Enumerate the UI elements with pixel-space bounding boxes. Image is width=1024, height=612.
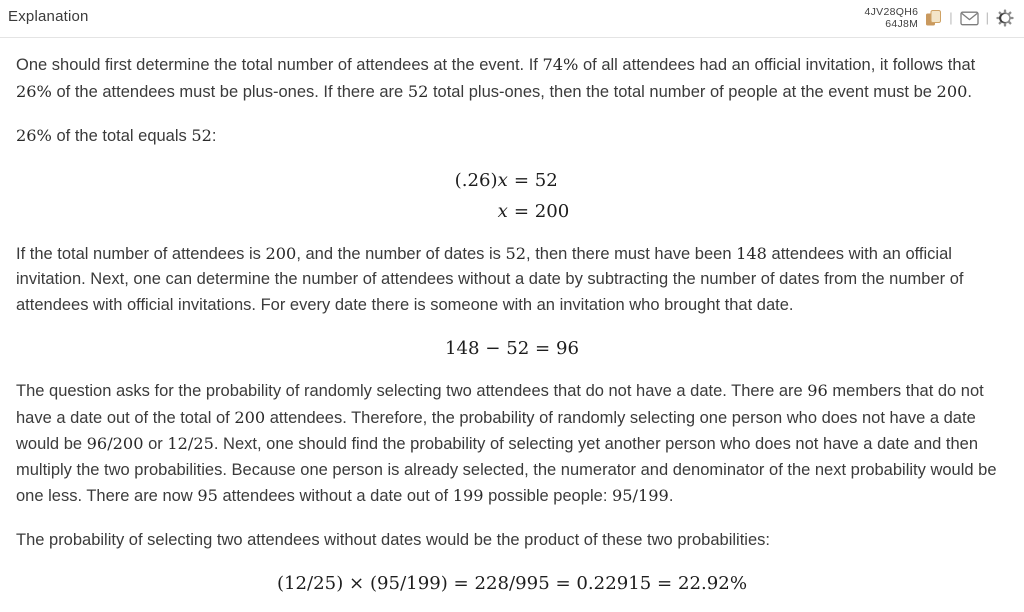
question-id-codes: [864, 6, 918, 30]
paragraph-probability-setup: The question asks for the probability of randomly selecting two attendees that do not have a date. There are 96 members that do not have a date out of the total of 200 attendees. Therefore, the probability of randomly selecting one person who does not have a date would be 96/200 or 12/25. Next, one should find the probability of selecting yet another person who does not have a date and then multiply the two probabilities. Because one person is already selected, the numerator and denominator of the next probability would be one less. There are now 95 attendees without a date out of 199 possible people: 95/199.: [16, 381, 997, 505]
question-id-line1: 4JV28QH6: [864, 6, 919, 18]
equation-solve-x: [16, 168, 1008, 223]
paragraph-equation-intro: 26% of the total equals 52:: [16, 126, 217, 145]
mail-icon[interactable]: [960, 11, 979, 26]
equation-row-rhs: = 52: [513, 169, 558, 191]
paragraph-product-intro: The probability of selecting two attendees without dates would be the product of these two probabilities:: [16, 530, 770, 549]
equation-subtraction: 148 − 52 = 96: [444, 338, 580, 359]
question-id-line2: 64J8M: [885, 18, 919, 30]
paragraph-invitation-count: If the total number of attendees is 200, and the number of dates is 52, then there must have been 148 attendees with an official invitation. Next, one can determine the number of attendees without a date by subtracting the number of dates from the number of attendees with official invitations. For every date there is someone with an invitation who brought that date.: [16, 243, 964, 314]
explanation-body: [0, 38, 1024, 595]
header-actions: [864, 6, 1014, 30]
paragraph-total-attendees: One should first determine the total number of attendees at the event. If 74% of all attendees had an official invitation, it follows that 26% of the attendees must be plus-ones. If there are 52 total plus-ones, then the total number of people at the event must be 200.: [16, 55, 976, 101]
equation-row-lhs: (.26)x: [454, 169, 508, 191]
separator: |: [985, 10, 989, 25]
equation-row-rhs: = 200: [513, 200, 570, 222]
page-title: Explanation: [8, 8, 89, 25]
equation-row-lhs: x: [497, 200, 508, 222]
gear-moon-icon[interactable]: [996, 9, 1014, 27]
header-bar: [0, 0, 1024, 38]
separator: |: [949, 10, 953, 25]
equation-final-probability: (12/25) × (95/199) = 228/995 = 0.22915 = 22.92%: [276, 573, 748, 594]
copy-icon[interactable]: [925, 9, 942, 27]
